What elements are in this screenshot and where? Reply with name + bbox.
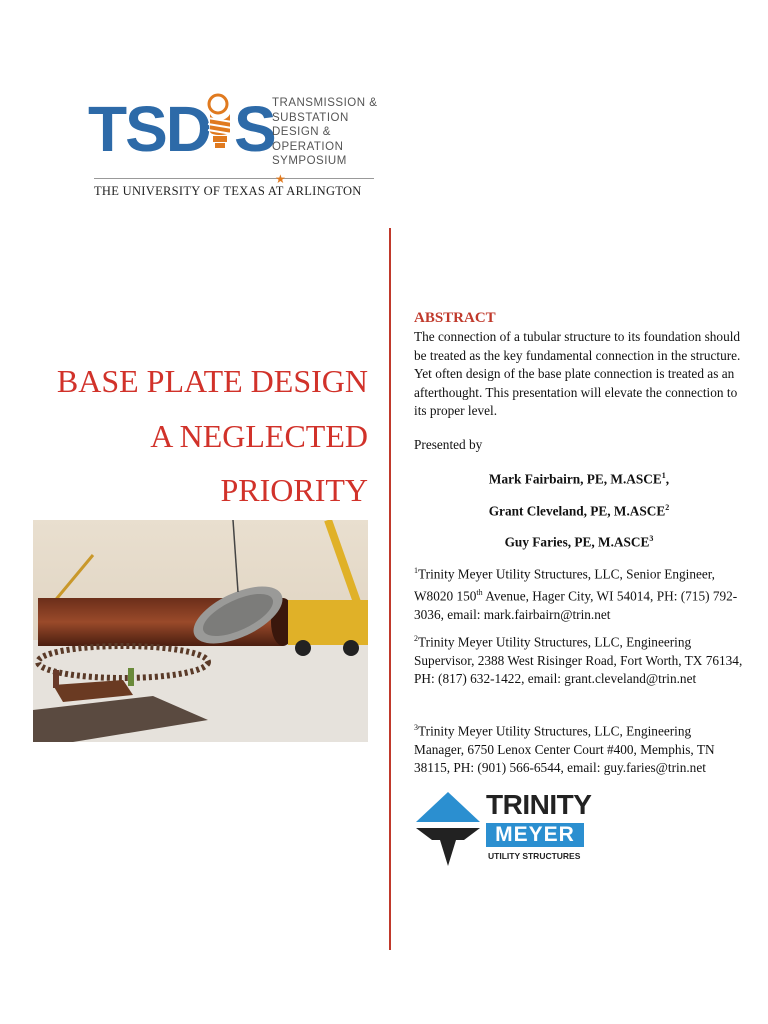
star-icon: ★ <box>275 172 286 186</box>
author-sup: 2 <box>665 503 670 512</box>
presented-by: Presented by <box>414 437 483 452</box>
tsdos-logo <box>88 92 378 202</box>
base-plate-photo <box>33 520 368 742</box>
affiliation-3 <box>414 719 744 778</box>
logo-word-utility: UTILITY STRUCTURES <box>488 851 581 861</box>
ordinal-sup: th <box>476 587 483 597</box>
title-line-3: PRIORITY <box>220 472 368 508</box>
logo-word-trinity: TRINITY <box>486 789 592 820</box>
affiliation-1 <box>414 562 744 624</box>
author-1 <box>414 467 744 489</box>
affiliation-text: Trinity Meyer Utility Structures, LLC, Senior Engineer, W8020 150 <box>414 566 716 604</box>
author-name: Grant Cleveland, PE, M.ASCE <box>488 503 666 519</box>
author-trail: , <box>665 471 670 487</box>
abstract-body: The connection of a tubular structure to its foundation should be treated as the key fundamental connection in the structure. Yet often design of the base plate connection is treated as an afterthought. This presentation will elevate the connection to its proper level. <box>414 329 741 418</box>
title-line-1: BASE PLATE DESIGN <box>56 363 368 399</box>
university-name: THE UNIVERSITY OF TEXAS AT ARLINGTON <box>94 184 362 198</box>
logo-letters: TSD <box>88 93 210 165</box>
vertical-divider <box>389 228 391 950</box>
author-sup: 3 <box>649 534 654 543</box>
logo-side-line: TRANSMISSION & <box>272 97 378 109</box>
affiliation-sup: 2 <box>414 634 418 643</box>
author-3 <box>414 530 744 552</box>
author-name: Mark Fairbairn, PE, M.ASCE <box>488 471 662 487</box>
author-sup: 1 <box>661 471 666 480</box>
logo-side-line: SUBSTATION <box>272 111 349 124</box>
logo-word-meyer: MEYER <box>486 823 584 847</box>
abstract-heading: ABSTRACT <box>414 310 496 326</box>
logo-letter-s: S <box>234 93 277 165</box>
title-line-2: A NEGLECTED <box>150 418 368 454</box>
logo-side-line: DESIGN & <box>272 126 331 138</box>
affiliation-text: Avenue, Hager City, WI 54014, PH: (715) 792-3036, email: mark.fairbairn@trin.net <box>414 588 738 622</box>
logo-side-text <box>272 96 377 169</box>
affiliation-text: Trinity Meyer Utility Structures, LLC, Engineering Supervisor, 2388 West Risinger Road, Fort Worth, TX 76134, PH: (817) 632-1422, email: grant.cleveland@trin.net <box>414 634 743 687</box>
author-2 <box>414 499 744 521</box>
logo-side-line: OPERATION <box>272 140 344 153</box>
affiliation-text: Trinity Meyer Utility Structures, LLC, Engineering Manager, 6750 Lenox Center Court #400, Memphis, TN 38115, PH: (901) 566-6544, email: guy.faries@trin.net <box>414 723 715 776</box>
affiliation-sup: 3 <box>414 723 418 732</box>
affiliation-sup: 1 <box>414 566 418 575</box>
logo-side-line: SYMPOSIUM <box>272 155 347 167</box>
trinity-meyer-logo <box>414 790 594 870</box>
logo-rule <box>94 178 374 179</box>
author-name: Guy Faries, PE, M.ASCE <box>504 534 650 550</box>
trinity-mark-icon <box>414 790 482 866</box>
affiliation-2 <box>414 630 744 689</box>
